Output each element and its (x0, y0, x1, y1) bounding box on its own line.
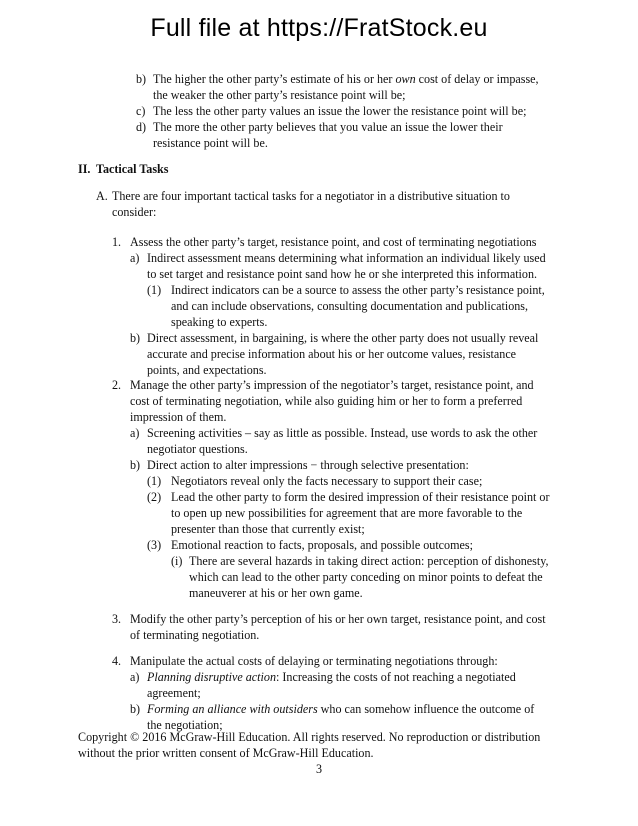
item-marker: II. (78, 162, 91, 176)
text-run: Negotiators reveal only the facts necessary to support their case; (171, 474, 483, 488)
copyright-line-1: Copyright © 2016 McGraw-Hill Education. All rights reserved. No reproduction or distribution (78, 730, 541, 744)
text-run: which can lead to the other party conceding on minor points to defeat the (189, 570, 543, 584)
text-run: negotiator questions. (147, 442, 248, 456)
text-run: The less the other party values an issue the lower the resistance point will be; (153, 104, 527, 118)
item-marker: (1) (147, 283, 162, 297)
text-run: the negotiation; (147, 718, 223, 732)
item-marker: a) (130, 426, 140, 440)
item-text (147, 347, 516, 363)
item-marker: 3. (112, 612, 122, 626)
item-text (171, 315, 267, 331)
text-run: to open up new possibilities for agreement that are more favorable to the (171, 506, 523, 520)
item-text (153, 120, 503, 136)
text-run: cost of delay or impasse, (415, 72, 539, 86)
text-run: speaking to experts. (171, 315, 268, 329)
text-run: of terminating negotiation. (130, 628, 260, 642)
text-run: cost of terminating negotiation, while also guiding him or her to form a preferred (130, 394, 523, 408)
text-run: to set target and resistance point sand how he or she interpreted this information. (147, 267, 538, 281)
item-text (171, 474, 482, 490)
item-text (153, 136, 268, 152)
text-run: Manipulate the actual costs of delaying or terminating negotiations through: (130, 654, 498, 668)
italic-text: own (395, 72, 416, 86)
text-run: Modify the other party’s perception of his or her own target, resistance point, and cost (130, 612, 546, 626)
item-marker: a) (130, 670, 140, 684)
text-run: consider: (112, 205, 157, 219)
item-text (171, 490, 550, 506)
item-text (171, 538, 473, 554)
item-marker: (2) (147, 490, 162, 504)
text-run: The more the other party believes that you value an issue the lower their (153, 120, 503, 134)
text-run: impression of them. (130, 410, 227, 424)
item-marker: (3) (147, 538, 162, 552)
text-run: There are several hazards in taking direct action: perception of dishonesty, (189, 554, 549, 568)
item-text (130, 654, 498, 670)
text-run: The higher the other party’s estimate of his or her (153, 72, 396, 86)
text-run: There are four important tactical tasks for a negotiator in a distributive situation to (112, 189, 510, 203)
text-run: the weaker the other party’s resistance point will be; (153, 88, 406, 102)
italic-text: Forming an alliance with outsiders (147, 702, 318, 716)
item-text (112, 189, 510, 205)
item-text (130, 235, 537, 251)
item-marker: (i) (171, 554, 183, 568)
text-run: Tactical Tasks (96, 162, 169, 176)
item-text (171, 522, 365, 538)
text-run: Lead the other party to form the desired impression of their resistance point or (171, 490, 550, 504)
item-text (171, 299, 528, 315)
text-run: Assess the other party’s target, resistance point, and cost of terminating negotiations (130, 235, 537, 249)
item-text (171, 506, 522, 522)
italic-text: Planning disruptive action (147, 670, 276, 684)
item-text (147, 251, 546, 267)
item-marker: d) (136, 120, 147, 134)
text-run: Indirect assessment means determining what information an individual likely used (147, 251, 546, 265)
item-text (147, 686, 201, 702)
text-run: : Increasing the costs of not reaching a negotiated (276, 670, 516, 684)
text-run: maneuverer at his or her own game. (189, 586, 363, 600)
text-run: Direct assessment, in bargaining, is where the other party does not usually reveal (147, 331, 539, 345)
item-text (130, 410, 226, 426)
item-text (147, 670, 516, 686)
item-text (96, 162, 168, 178)
text-run: Manage the other party’s impression of the negotiator’s target, resistance point, and (130, 378, 534, 392)
item-text (147, 458, 469, 474)
text-run: points, and expectations. (147, 363, 267, 377)
item-text (153, 104, 526, 120)
copyright-footer (78, 730, 540, 762)
item-text (130, 394, 522, 410)
page-number: 3 (315, 762, 323, 776)
text-run: Indirect indicators can be a source to assess the other party’s resistance point, (171, 283, 545, 297)
item-marker: b) (130, 702, 141, 716)
item-marker: b) (130, 331, 141, 345)
item-text (189, 586, 363, 602)
text-run: and can include observations, consulting documentation and publications, (171, 299, 529, 313)
item-text (153, 88, 406, 104)
item-marker: a) (130, 251, 140, 265)
item-text (147, 426, 537, 442)
item-text (153, 72, 539, 88)
text-run: agreement; (147, 686, 201, 700)
item-text (189, 554, 549, 570)
text-run: resistance point will be. (153, 136, 268, 150)
download-banner[interactable]: Full file at https://FratStock.eu (150, 14, 488, 42)
item-marker: b) (130, 458, 141, 472)
text-run: Screening activities – say as little as possible. Instead, use words to ask the other (147, 426, 538, 440)
item-marker: 2. (112, 378, 122, 392)
item-text (147, 363, 267, 379)
item-text (147, 442, 248, 458)
item-text (189, 570, 543, 586)
copyright-line-2: without the prior written consent of McGraw-Hill Education. (78, 745, 374, 760)
item-marker: 4. (112, 654, 122, 668)
item-text (130, 628, 259, 644)
text-run: Direct action to alter impressions − through selective presentation: (147, 458, 469, 472)
item-marker: b) (136, 72, 147, 86)
item-text (147, 267, 537, 283)
item-text (147, 702, 534, 718)
item-marker: A. (96, 189, 108, 203)
item-text (130, 612, 546, 628)
text-run: presenter than those that currently exist; (171, 522, 365, 536)
item-marker: c) (136, 104, 146, 118)
text-run: who can somehow influence the outcome of (317, 702, 535, 716)
item-text (130, 378, 534, 394)
text-run: accurate and precise information about his or her outcome values, resistance (147, 347, 517, 361)
item-marker: (1) (147, 474, 162, 488)
item-text (112, 205, 156, 221)
item-marker: 1. (112, 235, 122, 249)
text-run: Emotional reaction to facts, proposals, and possible outcomes; (171, 538, 473, 552)
item-text (147, 331, 538, 347)
item-text (171, 283, 545, 299)
